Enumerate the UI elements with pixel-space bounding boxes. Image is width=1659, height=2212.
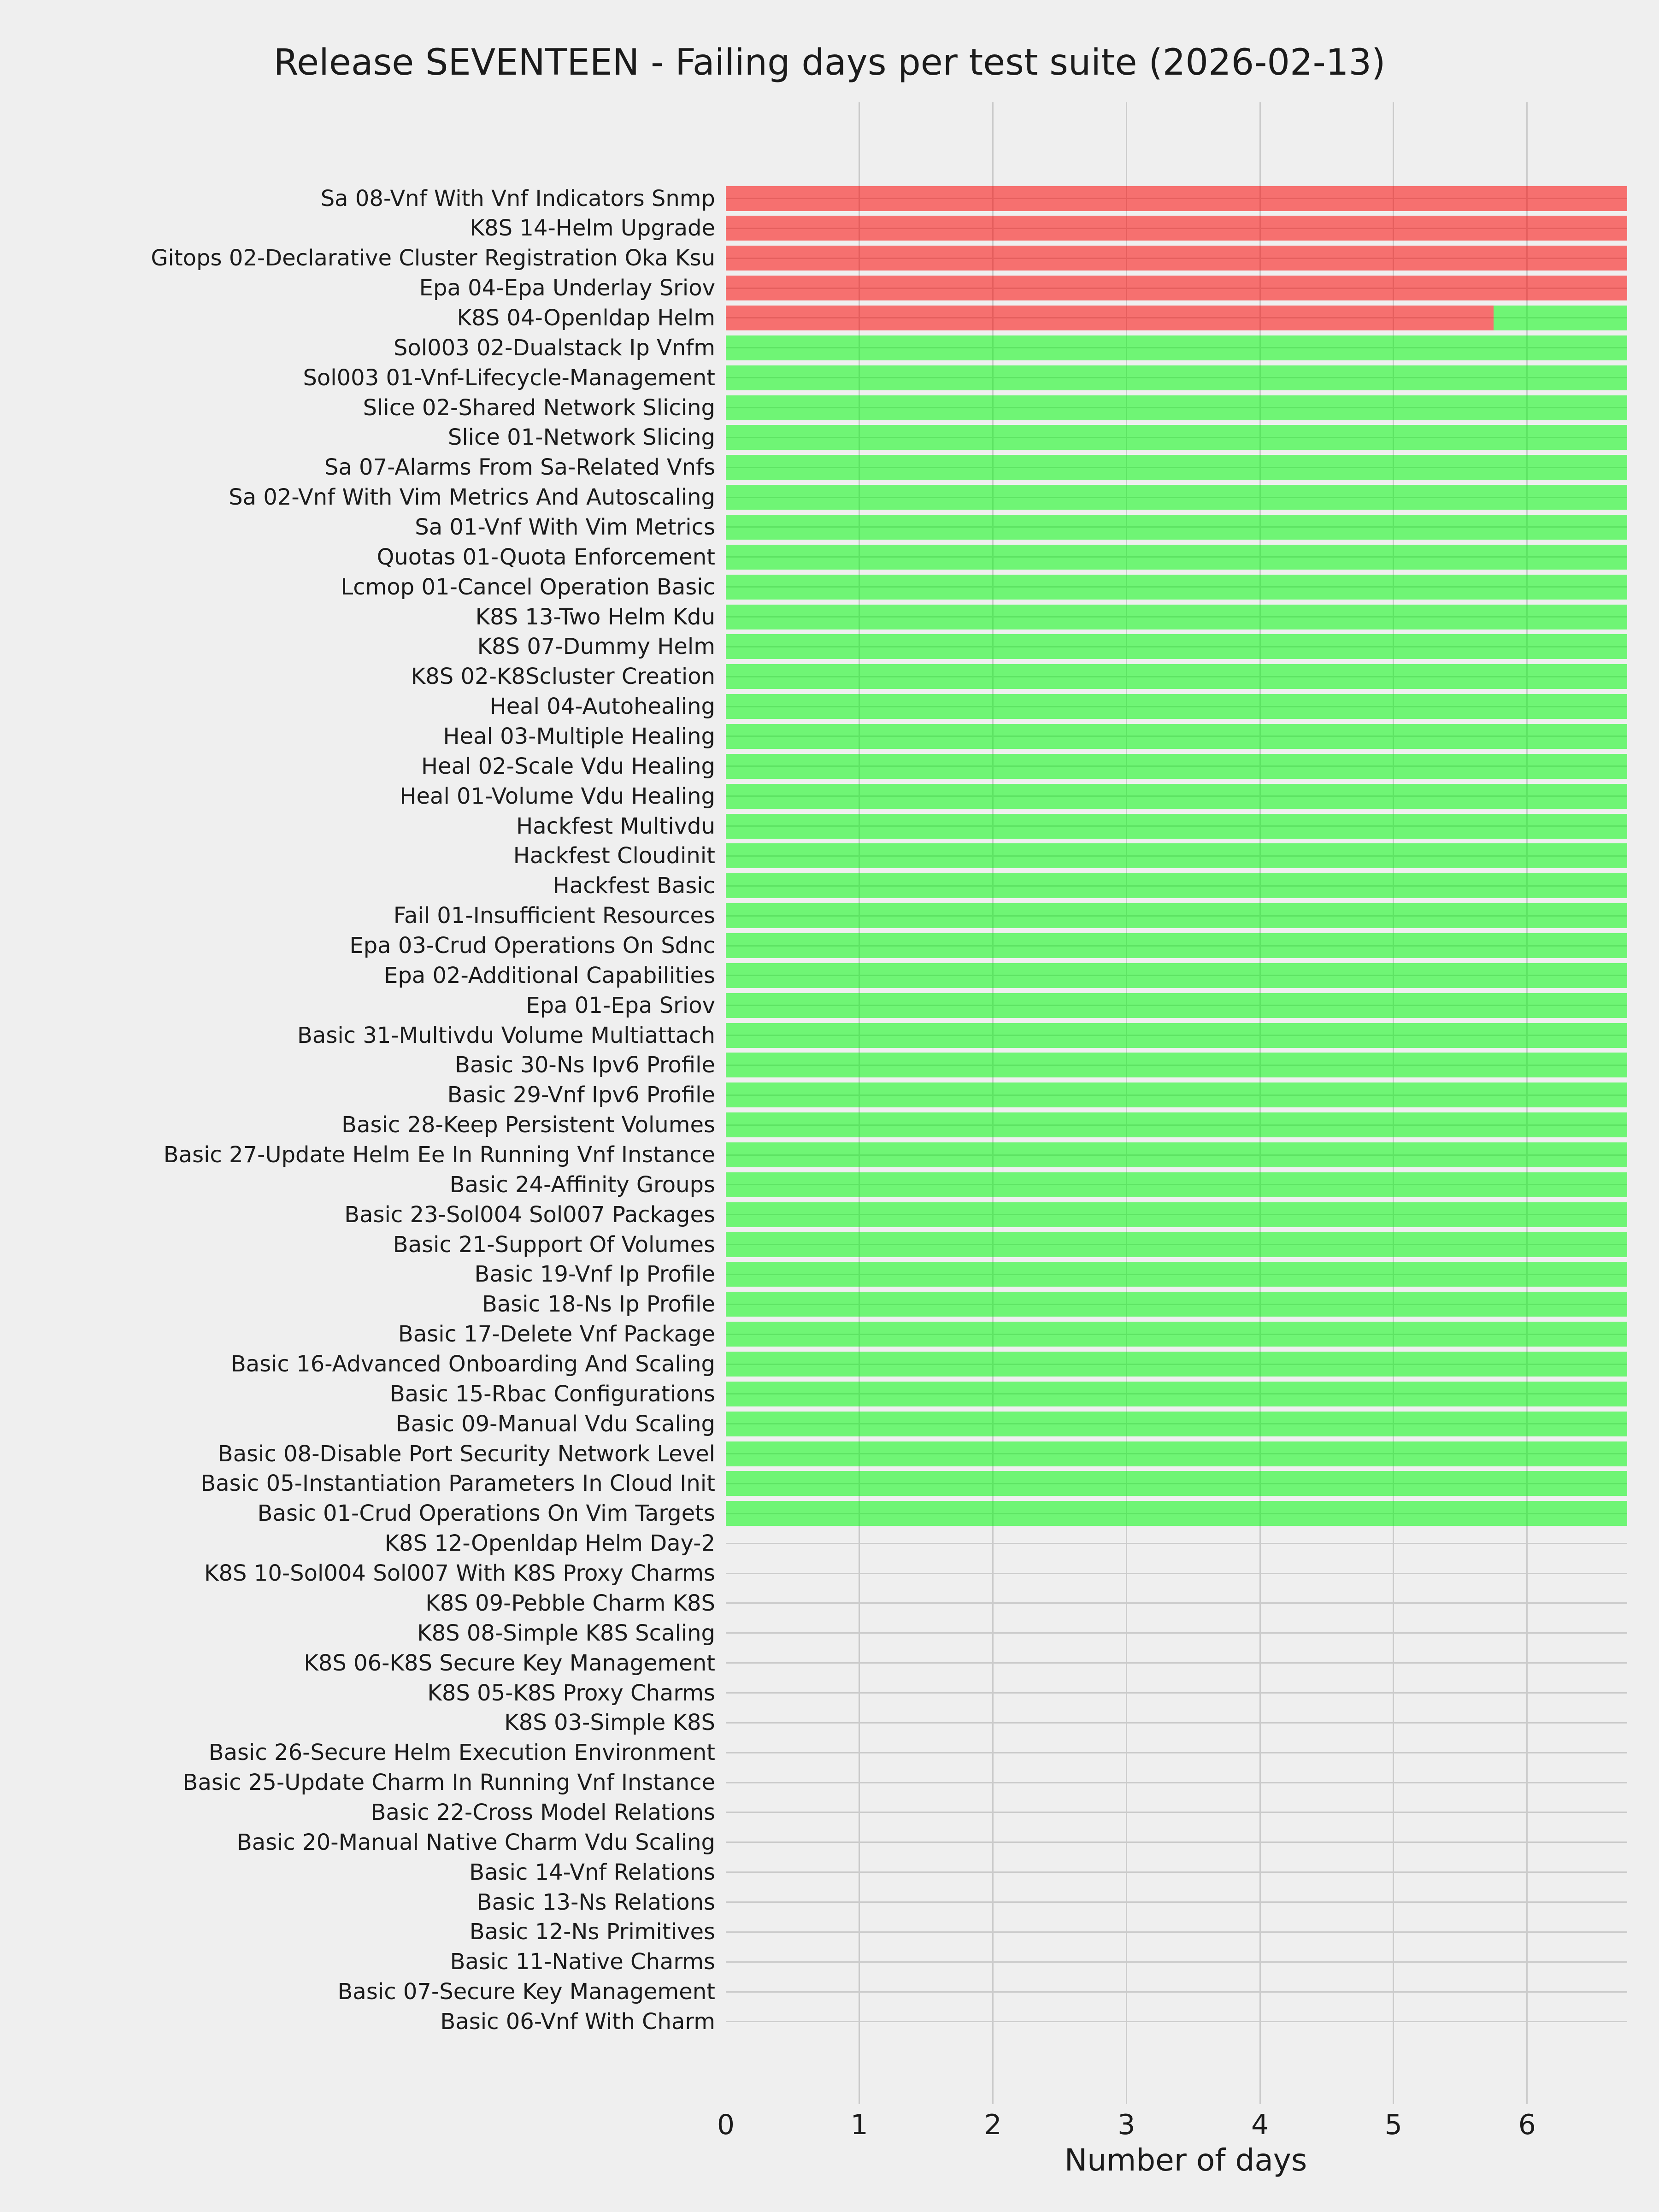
y-tick-label: Slice 01-Network Slicing: [447, 424, 715, 451]
passing-bar: [726, 634, 1627, 659]
y-tick-label: Hackfest Cloudinit: [513, 843, 715, 869]
passing-bar: [726, 903, 1627, 928]
y-tick-label: Sa 07-Alarms From Sa-Related Vnfs: [324, 454, 715, 481]
passing-bar: [726, 1232, 1627, 1257]
y-tick-label: Basic 16-Advanced Onboarding And Scaling: [230, 1351, 715, 1377]
y-tick-label: Quotas 01-Quota Enforcement: [377, 544, 715, 570]
passing-bar: [726, 1501, 1627, 1526]
passing-bar: [726, 575, 1627, 600]
passing-bar: [726, 724, 1627, 749]
passing-bar: [726, 1382, 1627, 1406]
passing-bar: [726, 395, 1627, 420]
y-tick-label: K8S 08-Simple K8S Scaling: [417, 1620, 715, 1646]
x-tick-label: 4: [1251, 2109, 1269, 2141]
y-tick-label: Epa 02-Additional Capabilities: [383, 962, 715, 988]
y-tick-label: Basic 26-Secure Helm Execution Environment: [208, 1740, 715, 1766]
y-gridline: [726, 1782, 1627, 1783]
passing-bar: [726, 873, 1627, 898]
y-tick-label: Basic 12-Ns Primitives: [469, 1919, 715, 1945]
chart-title: Release SEVENTEEN - Failing days per test suite (2026-02-13): [273, 42, 1386, 83]
y-tick-label: Basic 20-Manual Native Charm Vdu Scaling: [236, 1829, 715, 1855]
failing-bar: [726, 246, 1627, 271]
y-tick-label: Epa 03-Crud Operations On Sdnc: [349, 933, 715, 959]
y-gridline: [726, 2021, 1627, 2022]
y-tick-label: Basic 24-Affinity Groups: [449, 1171, 715, 1198]
passing-bar: [1494, 306, 1627, 330]
y-gridline: [726, 1901, 1627, 1903]
y-tick-label: Basic 14-Vnf Relations: [469, 1859, 715, 1885]
passing-bar: [726, 1142, 1627, 1167]
passing-bar: [726, 1471, 1627, 1496]
y-tick-label: K8S 12-Openldap Helm Day-2: [384, 1530, 715, 1557]
y-tick-label: Basic 23-Sol004 Sol007 Packages: [344, 1201, 715, 1228]
passing-bar: [726, 515, 1627, 540]
y-gridline: [726, 1961, 1627, 1963]
y-tick-label: Basic 09-Manual Vdu Scaling: [395, 1411, 715, 1437]
passing-bar: [726, 814, 1627, 839]
passing-bar: [726, 993, 1627, 1018]
y-tick-label: Basic 06-Vnf With Charm: [440, 2008, 715, 2035]
y-tick-label: Fail 01-Insufficient Resources: [393, 903, 715, 929]
y-tick-label: Basic 29-Vnf Ipv6 Profile: [447, 1082, 715, 1108]
y-tick-label: K8S 14-Helm Upgrade: [470, 215, 715, 241]
passing-bar: [726, 545, 1627, 570]
y-tick-label: Basic 11-Native Charms: [450, 1949, 715, 1975]
y-tick-label: K8S 03-Simple K8S: [504, 1710, 715, 1736]
y-tick-label: Heal 04-Autohealing: [489, 694, 715, 720]
passing-bar: [726, 1053, 1627, 1077]
failing-bar: [726, 216, 1627, 241]
y-tick-label: Hackfest Multivdu: [516, 813, 715, 839]
y-tick-label: Slice 02-Shared Network Slicing: [363, 394, 715, 421]
y-tick-label: Basic 25-Update Charm In Running Vnf Instance: [182, 1770, 715, 1796]
y-tick-label: Basic 19-Vnf Ip Profile: [474, 1261, 715, 1288]
passing-bar: [726, 694, 1627, 719]
y-gridline: [726, 1722, 1627, 1724]
y-gridline: [726, 1543, 1627, 1544]
y-tick-label: Sol003 02-Dualstack Ip Vnfm: [393, 335, 715, 361]
y-tick-label: Sa 08-Vnf With Vnf Indicators Snmp: [320, 185, 715, 212]
x-axis-title: Number of days: [1064, 2142, 1307, 2178]
y-tick-label: K8S 02-K8Scluster Creation: [411, 664, 715, 690]
plot-area: [726, 102, 1627, 2104]
y-tick-label: K8S 05-K8S Proxy Charms: [427, 1680, 715, 1706]
y-gridline: [726, 1692, 1627, 1694]
passing-bar: [726, 933, 1627, 958]
y-tick-label: K8S 07-Dummy Helm: [477, 634, 715, 660]
y-tick-label: Basic 01-Crud Operations On Vim Targets: [257, 1500, 715, 1527]
y-gridline: [726, 1991, 1627, 1993]
passing-bar: [726, 1112, 1627, 1137]
y-tick-label: Basic 17-Delete Vnf Package: [398, 1321, 715, 1347]
passing-bar: [726, 1352, 1627, 1377]
passing-bar: [726, 1292, 1627, 1317]
y-tick-label: K8S 13-Two Helm Kdu: [475, 604, 715, 630]
passing-bar: [726, 963, 1627, 988]
y-tick-label: Basic 21-Support Of Volumes: [393, 1231, 715, 1258]
y-gridline: [726, 1752, 1627, 1753]
y-tick-label: Basic 18-Ns Ip Profile: [482, 1291, 715, 1318]
y-gridline: [726, 1812, 1627, 1813]
passing-bar: [726, 1202, 1627, 1227]
y-tick-label: Basic 07-Secure Key Management: [337, 1979, 715, 2005]
y-tick-label: Heal 02-Scale Vdu Healing: [421, 753, 715, 779]
passing-bar: [726, 1172, 1627, 1197]
y-tick-label: Hackfest Basic: [553, 873, 715, 899]
y-gridline: [726, 1931, 1627, 1933]
y-tick-label: Gitops 02-Declarative Cluster Registration Oka Ksu: [151, 245, 715, 271]
y-tick-label: Sa 02-Vnf With Vim Metrics And Autoscaling: [229, 484, 715, 511]
passing-bar: [726, 455, 1627, 480]
passing-bar: [726, 1023, 1627, 1048]
failing-bar: [726, 306, 1494, 330]
y-tick-label: Basic 28-Keep Persistent Volumes: [341, 1112, 715, 1138]
y-tick-label: K8S 09-Pebble Charm K8S: [425, 1590, 715, 1616]
x-tick-label: 0: [717, 2109, 735, 2141]
y-tick-label: Basic 31-Multivdu Volume Multiattach: [297, 1022, 715, 1048]
passing-bar: [726, 754, 1627, 779]
x-tick-label: 1: [850, 2109, 868, 2141]
y-tick-label: Basic 05-Instantiation Parameters In Cloud Init: [200, 1471, 715, 1497]
y-tick-label: Epa 01-Epa Sriov: [526, 992, 715, 1018]
y-tick-label: K8S 04-Openldap Helm: [457, 305, 715, 331]
y-tick-label: Epa 04-Epa Underlay Sriov: [419, 275, 715, 301]
y-gridline: [726, 1573, 1627, 1574]
passing-bar: [726, 1322, 1627, 1347]
passing-bar: [726, 425, 1627, 450]
passing-bar: [726, 1082, 1627, 1107]
passing-bar: [726, 1412, 1627, 1436]
passing-bar: [726, 335, 1627, 360]
passing-bar: [726, 1262, 1627, 1287]
passing-bar: [726, 664, 1627, 689]
y-tick-label: Basic 08-Disable Port Security Network Level: [218, 1441, 715, 1467]
y-tick-label: Sa 01-Vnf With Vim Metrics: [415, 514, 715, 540]
passing-bar: [726, 784, 1627, 809]
x-tick-label: 3: [1118, 2109, 1135, 2141]
y-tick-label: K8S 06-K8S Secure Key Management: [304, 1650, 715, 1676]
y-gridline: [726, 1632, 1627, 1634]
failing-bar: [726, 186, 1627, 211]
y-tick-label: Heal 01-Volume Vdu Healing: [400, 783, 715, 809]
x-tick-label: 5: [1384, 2109, 1402, 2141]
y-gridline: [726, 1871, 1627, 1873]
passing-bar: [726, 605, 1627, 629]
y-tick-label: Basic 15-Rbac Configurations: [389, 1381, 715, 1407]
passing-bar: [726, 843, 1627, 868]
y-gridline: [726, 1602, 1627, 1604]
y-tick-label: Sol003 01-Vnf-Lifecycle-Management: [303, 365, 715, 391]
y-tick-label: Basic 30-Ns Ipv6 Profile: [455, 1052, 715, 1078]
y-tick-label: Lcmop 01-Cancel Operation Basic: [341, 574, 715, 600]
y-tick-label: Heal 03-Multiple Healing: [443, 723, 715, 749]
y-gridline: [726, 1662, 1627, 1664]
y-tick-label: Basic 13-Ns Relations: [477, 1889, 715, 1915]
y-tick-label: K8S 10-Sol004 Sol007 With K8S Proxy Charms: [204, 1560, 715, 1587]
y-tick-label: Basic 27-Update Helm Ee In Running Vnf Instance: [163, 1142, 715, 1168]
y-tick-label: Basic 22-Cross Model Relations: [371, 1799, 715, 1825]
x-tick-label: 6: [1518, 2109, 1536, 2141]
passing-bar: [726, 485, 1627, 510]
passing-bar: [726, 1441, 1627, 1466]
y-gridline: [726, 1841, 1627, 1843]
passing-bar: [726, 365, 1627, 390]
failing-bar: [726, 276, 1627, 300]
x-tick-label: 2: [984, 2109, 1002, 2141]
